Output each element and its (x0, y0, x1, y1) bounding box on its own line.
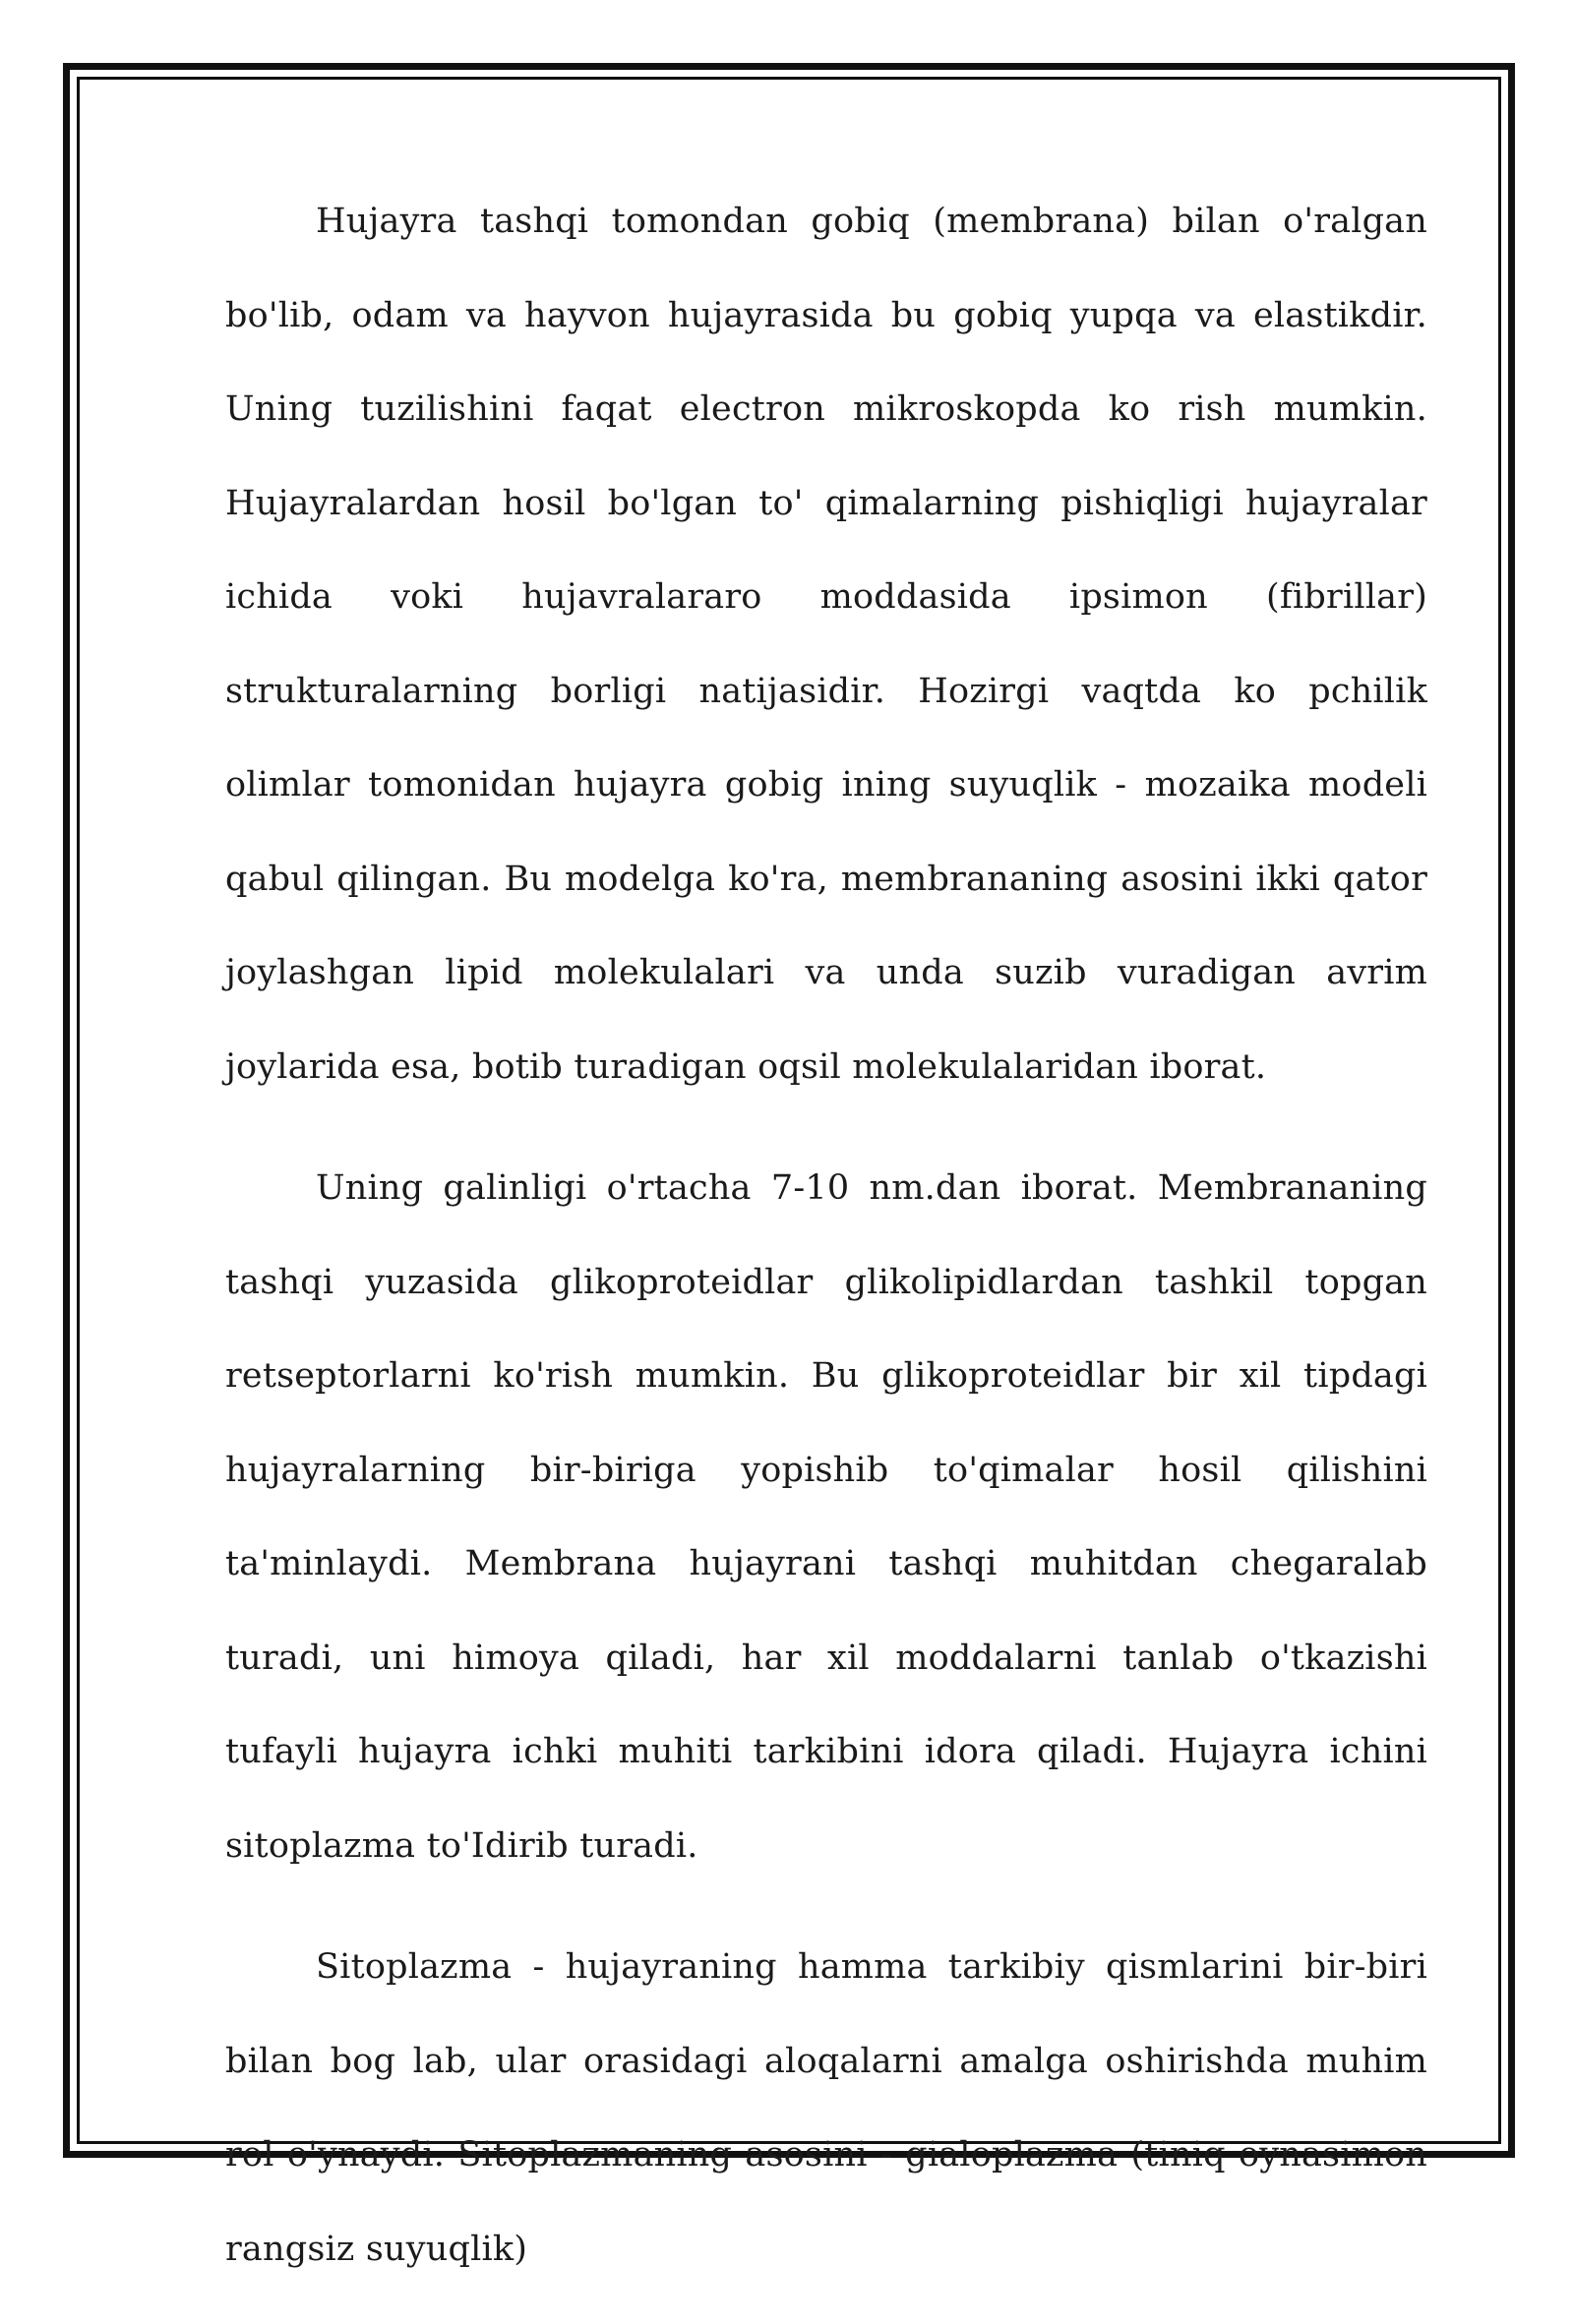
paragraph-1: Hujayra tashqi tomondan gobiq (membrana) bilan o'ralgan bo'lib, odam va hayvon hujayrasida bu gobiq yupqa va elastikdir. Uning tuzilishini faqat electron mikroskopda ko rish mumkin. Hujayralardan hosil bo'lgan to' qimalarning pishiqligi hujayralar ichida voki hujavralararo moddasida ipsimon (fibrillar) strukturalarning borligi natijasidir. Hozirgi vaqtda ko pchilik olimlar tomonidan hujayra gobig ining suyuqlik - mozaika modeli qabul qilingan. Bu modelga ko'ra, membrananing asosini ikki qator joylashgan lipid molekulalari va unda suzib vuradigan avrim joylarida esa, botib turadigan oqsil molekulalaridan iborat. (225, 202, 1427, 1087)
paragraph-3: Sitoplazma - hujayraning hamma tarkibiy qismlarini bir-biri bilan bog lab, ular orasidagi aloqalarni amalga oshirishda muhim rol o'ynaydi. Sitoplazmaning asosini - gialoplazma (tiniq oynasimon rangsiz suyuqlik) (225, 1947, 1427, 2269)
paragraph-2: Uning galinligi o'rtacha 7-10 nm.dan iborat. Membrananing tashqi yuzasida glikoproteidlar glikolipidlardan tashkil topgan retseptorlarni ko'rish mumkin. Bu glikoproteidlar bir xil tipdagi hujayralarning bir-biriga yopishib to'qimalar hosil qilishini ta'minlaydi. Membrana hujayrani tashqi muhitdan chegaralab turadi, uni himoya qiladi, har xil moddalarni tanlab o'tkazishi tufayli hujayra ichki muhiti tarkibini idora qiladi. Hujayra ichini sitoplazma to'Idirib turadi. (225, 1168, 1427, 1866)
document-body (225, 175, 1427, 2324)
